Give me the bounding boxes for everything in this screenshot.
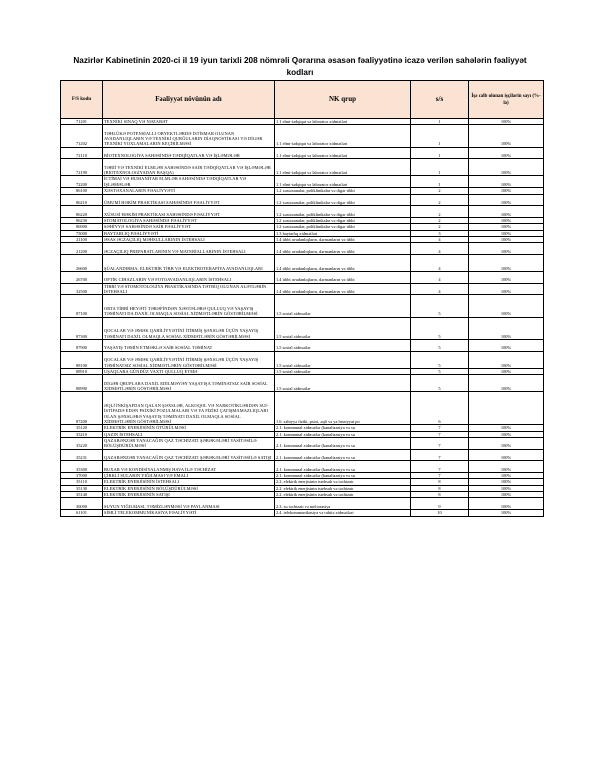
row-share: 100% <box>469 473 544 479</box>
row-nk-group: 1.4 tibbi avadanlıqların, dərmanların və tibbi <box>275 254 411 271</box>
table-row <box>61 125 544 147</box>
row-ss: 7 <box>411 431 469 437</box>
row-activity-name: TİBBİ VƏ STOMOTOLOGİYA PRAKTİKASINDA TƏTBİQ OLUNAN ALƏTLƏRİN İSTEHSALI <box>103 283 275 295</box>
row-share: 100% <box>469 224 544 230</box>
row-code: 87900 <box>61 340 103 352</box>
row-ss: 10 <box>411 510 469 516</box>
row-nk-group: 1.3 baytarlıq xidmətləri <box>275 230 411 236</box>
row-share: 100% <box>469 492 544 498</box>
row-activity-name: OPTİK CİHAZLARIN VƏ FOTOAVADANLIQLARIN İSTEHSALI <box>103 271 275 283</box>
row-ss: 3 <box>411 230 469 236</box>
row-ss: 4 <box>411 283 469 295</box>
row-nk-group: 2.1. kommunal xidmətlər (kanalizasiya və su <box>275 473 411 479</box>
table-row <box>61 176 544 188</box>
row-code: 86210 <box>61 194 103 206</box>
row-share: 100% <box>469 188 544 194</box>
row-code: 32500 <box>61 283 103 295</box>
table-row <box>61 243 544 255</box>
row-share: 100% <box>469 271 544 283</box>
row-nk-group: 1.2 xəstəxanalar, poliklinikalar və digər tibbi <box>275 217 411 223</box>
row-ss: 7 <box>411 425 469 431</box>
row-activity-name: QOCALAR VƏ ƏMƏK QABİLİYYƏTİNİ İTİRMİŞ ŞƏXSLƏR ÜÇÜN YAŞAYIŞ TƏMİNATSIZ SOSİAL XİDMƏTLƏRİN GÖSTƏRİLMƏSİ <box>103 351 275 368</box>
row-code: 36000 <box>61 498 103 510</box>
row-code: 88910 <box>61 368 103 374</box>
row-activity-name: SƏHİYYƏ SAHƏSİNDƏ SAİR FƏALİYYƏT <box>103 224 275 230</box>
row-nk-group: 1.2 xəstəxanalar, poliklinikalar və digər tibbi <box>275 188 411 194</box>
row-share: 100% <box>469 125 544 147</box>
row-share: 100% <box>469 254 544 271</box>
row-activity-name: QOCALAR VƏ ƏMƏK QABİLİYYƏTİNİ İTİRMİŞ ŞƏXSLƏR ÜÇÜN YAŞAYIŞ TƏMİNATI DAXİL OLMAQLA SOSİAL XİDMƏTLƏRİN GÖSTƏRİLMƏSİ <box>103 317 275 339</box>
row-nk-group: 2.2. elektrik enerjisinin istehsalı və təchizatı <box>275 492 411 498</box>
row-nk-group: 2.3. su təchizatı və meliorasiya <box>275 498 411 510</box>
row-ss: 9 <box>411 498 469 510</box>
row-ss: 8 <box>411 485 469 491</box>
row-share: 100% <box>469 159 544 176</box>
row-share: 100% <box>469 147 544 159</box>
table-row <box>61 340 544 352</box>
row-ss: 5 <box>411 317 469 339</box>
row-activity-name: İCTİMAİ VƏ HUMANİTAR ELMLƏR SAHƏSİNDƏ TƏDQİQATLAR VƏ İŞLƏMƏLƏR <box>103 176 275 188</box>
row-share: 100% <box>469 479 544 485</box>
row-share: 100% <box>469 498 544 510</box>
row-ss: 5 <box>411 375 469 392</box>
row-share: 100% <box>469 295 544 317</box>
row-activity-name: XƏSTƏXANALARIN FƏALİYYƏTİ <box>103 188 275 194</box>
row-ss: 2 <box>411 224 469 230</box>
row-ss: 7 <box>411 461 469 473</box>
row-share: 100% <box>469 368 544 374</box>
row-nk-group: 1.4 tibbi avadanlıqların, dərmanların və tibbi <box>275 283 411 295</box>
row-share: 100% <box>469 206 544 218</box>
table-row <box>61 194 544 206</box>
row-share: 100% <box>469 485 544 491</box>
row-ss: 4 <box>411 271 469 283</box>
row-ss: 1 <box>411 176 469 188</box>
row-ss: 4 <box>411 236 469 242</box>
table-row <box>61 295 544 317</box>
row-nk-group: 2.1. kommunal xidmətlər (kanalizasiya və su <box>275 431 411 437</box>
row-activity-name: YAŞAYIŞ TƏMİN ETMƏKLƏ SAİR SOSİAL TƏMİNAT <box>103 340 275 352</box>
row-nk-group: 1.2 xəstəxanalar, poliklinikalar və digər tibbi <box>275 224 411 230</box>
row-code: 35140 <box>61 492 103 498</box>
row-nk-group: 1.4 tibbi avadanlıqların, dərmanların və tibbi <box>275 243 411 255</box>
row-activity-name: BİOTEXNOLOGİYA SAHƏSİNDƏ TƏDQİQATLAR VƏ İŞLƏMƏLƏR <box>103 147 275 159</box>
header-code: F/S kodu <box>61 81 103 119</box>
row-code: 87300 <box>61 317 103 339</box>
document-title: Nazirlər Kabinetinin 2020-ci il 19 iyun tarixli 208 nömrəli Qərarına əsasən fəaliyyətinə icazə verilən sahələrin fəaliyyət kodları <box>73 56 527 77</box>
row-code: 37000 <box>61 473 103 479</box>
row-share: 100% <box>469 217 544 223</box>
row-activity-name: QAZIN İSTEHSALI <box>103 431 275 437</box>
row-ss: 6 <box>411 392 469 425</box>
row-ss: 1 <box>411 147 469 159</box>
row-ss: 2 <box>411 217 469 223</box>
row-ss: 5 <box>411 340 469 352</box>
row-share: 100% <box>469 461 544 473</box>
row-activity-name: ƏQLİ İNKİŞAFDAN QALAN ŞƏXSLƏR, ALKOQOL VƏ NARKOTİKLƏRDƏN SUİ-İSTİFADƏ EDƏN PSİXİKİ POZULMALARI VƏ YA FİZİKİ ÇATIŞMAMAZLIQLARI OLAN ŞƏXSLƏRƏ YAŞAYIŞ TƏMİNATI DAXİL OLMAQLA SOSİAL XİDMƏTLƏRİN GÖSTƏRİLMƏSİ <box>103 392 275 425</box>
row-ss: 2 <box>411 206 469 218</box>
row-nk-group: 2.1. kommunal xidmətlər (kanalizasiya və su <box>275 449 411 461</box>
row-nk-group: 2.2. elektrik enerjisinin istehsalı və təchizatı <box>275 485 411 491</box>
row-nk-group: 1.1 elmi-tədqiqat və laborator xidmətləri <box>275 176 411 188</box>
row-code: 86230 <box>61 217 103 223</box>
row-ss: 2 <box>411 188 469 194</box>
row-activity-name: STOMATOLOGİYA SAHƏSİNDƏ FƏALİYYƏT <box>103 217 275 223</box>
row-ss: 5 <box>411 368 469 374</box>
row-activity-name: ŞÜALANDIRMA, ELEKTRİK TİBB VƏ ELEKTROTERAPİYA AVADANLIQLARI <box>103 254 275 271</box>
row-activity-name: ORTA TİBBİ HEYƏTİ TƏRƏFİNDƏN XƏSTƏLƏRƏ QULLUQ VƏ YAŞAYIŞ TƏMİNATI DA DAXİL OLMAQLA SOSİAL XİDMƏTLƏRİN GÖSTƏRİLMƏSİ <box>103 295 275 317</box>
header-activity: Fəaliyyət növünün adı <box>103 81 275 119</box>
row-ss: 4 <box>411 254 469 271</box>
row-nk-group: 1.2 xəstəxanalar, poliklinikalar və digər tibbi <box>275 206 411 218</box>
row-ss: 8 <box>411 492 469 498</box>
row-nk-group: 1.5 sosial xidmətlər <box>275 351 411 368</box>
row-ss: 8 <box>411 479 469 485</box>
table-header-row <box>61 81 544 119</box>
row-activity-name: ELEKTRİK ENERJİSİNİN İSTEHSALI <box>103 479 275 485</box>
header-nk-group: NK qrup <box>275 81 411 119</box>
row-ss: 1 <box>411 119 469 125</box>
row-activity-name: XÜSUSİ HƏKİM PRAKTİKASI SAHƏSİNDƏ FƏALİYYƏT <box>103 206 275 218</box>
row-activity-name: SİMLİ TELEKOMMUNİKASİYA FƏALİYYƏTİ <box>103 510 275 516</box>
row-nk-group: 1.1 elmi-tədqiqat və laborator xidmətləri <box>275 147 411 159</box>
row-share: 100% <box>469 425 544 431</box>
row-ss: 7 <box>411 449 469 461</box>
row-nk-group: 1.5 sosial xidmətlər <box>275 368 411 374</box>
row-code: 86100 <box>61 188 103 194</box>
table-row <box>61 510 544 516</box>
row-activity-name: BAYTARLIQ FƏALİYYƏTİ <box>103 230 275 236</box>
row-ss: 5 <box>411 295 469 317</box>
row-code: 35210 <box>61 431 103 437</box>
row-code: 87100 <box>61 295 103 317</box>
row-code: 72200 <box>61 176 103 188</box>
row-activity-name: TEXNİKİ SINAQ VƏ NƏZARƏT <box>103 119 275 125</box>
row-code: 88100 <box>61 351 103 368</box>
row-activity-name: ELEKTRİK ENERJİSİNİN ÖTÜRÜLMƏSİ <box>103 425 275 431</box>
row-activity-name: TƏBİİ VƏ TEXNİKİ ELMLƏR SAHƏSİNDƏ SAİR TƏDQİQATLAR VƏ İŞLƏMƏLƏR (BİOTEXNOLOGİYADAN BAŞQA) <box>103 159 275 176</box>
row-activity-name: TƏHLÜKƏ POTENSİALLI OBYEKTLƏRDƏ İSTİSMAR OLUNAN AVADANLIQLARIN VƏ TEXNİKİ QURĞULARIN DİAQNOSTİKASI VƏ DİGƏR TEXNİKİ YOXLAMALARIN KEÇİRİLMƏSİ <box>103 125 275 147</box>
row-share: 100% <box>469 317 544 339</box>
row-nk-group: 1.4 tibbi avadanlıqların, dərmanların və tibbi <box>275 271 411 283</box>
row-nk-group: 2.1. kommunal xidmətlər (kanalizasiya və su <box>275 425 411 431</box>
row-share: 100% <box>469 176 544 188</box>
row-share: 100% <box>469 431 544 437</box>
row-share: 100% <box>469 283 544 295</box>
row-ss: 5 <box>411 351 469 368</box>
row-code: 35300 <box>61 461 103 473</box>
row-nk-group: 1.5 sosial xidmətlər <box>275 295 411 317</box>
table-row <box>61 351 544 368</box>
table-row <box>61 159 544 176</box>
row-share: 100% <box>469 510 544 516</box>
row-code: 21200 <box>61 243 103 255</box>
row-share: 100% <box>469 438 544 450</box>
row-nk-group: 1.2 xəstəxanalar, poliklinikalar və digər tibbi <box>275 194 411 206</box>
row-nk-group: 1.4 tibbi avadanlıqların, dərmanların və tibbi <box>275 236 411 242</box>
row-code: 71202 <box>61 125 103 147</box>
row-share: 100% <box>469 375 544 392</box>
row-nk-group: 1.1 elmi-tədqiqat və laborator xidmətləri <box>275 125 411 147</box>
row-code: 86900 <box>61 224 103 230</box>
row-nk-group: 2.1. kommunal xidmətlər (kanalizasiya və su <box>275 438 411 450</box>
row-share: 100% <box>469 236 544 242</box>
header-share: İşə cəlb olunan işçilərin sayı (%-lə) <box>469 81 544 119</box>
row-activity-name: ƏCZAÇILIQ PREPARATLARININ VƏ MATERİALLARININ İSTEHSALI <box>103 243 275 255</box>
table-row <box>61 206 544 218</box>
table-row <box>61 283 544 295</box>
row-activity-name: BUXAR VƏ KONDİSİYALANMIŞ HAVA İLƏ TƏCHİZAT <box>103 461 275 473</box>
table-row <box>61 449 544 461</box>
row-ss: 7 <box>411 438 469 450</box>
row-nk-group: 2.2. elektrik enerjisinin istehsalı və təchizatı <box>275 479 411 485</box>
table-row <box>61 392 544 425</box>
row-activity-name: DİGƏR QRUPLARA DAXİL EDİLMƏYƏN YAŞAYIŞA TƏMİNATSIZ SAİR SOSİAL XİDMƏTLƏRİN GÖSTƏRİLMƏSİ <box>103 375 275 392</box>
row-activity-name: SUYUN YIĞILMASI, TƏMİZLƏNMƏSİ VƏ PAYLANMASI <box>103 498 275 510</box>
row-ss: 1 <box>411 125 469 147</box>
row-code: 35110 <box>61 479 103 485</box>
row-nk-group: 1.5 sosial xidmətlər <box>275 375 411 392</box>
row-activity-name: QAZABƏNZƏR YANACAĞIN QAZ TƏCHİZATI ŞƏBƏKƏLƏRİ VASİTƏSİLƏ SATIŞI <box>103 449 275 461</box>
row-share: 100% <box>469 449 544 461</box>
row-code: 26700 <box>61 271 103 283</box>
row-code: 35220 <box>61 438 103 450</box>
row-code: 35231 <box>61 449 103 461</box>
row-activity-name: ELEKTRİK ENERJİSİNİN BÖLÜŞDÜRÜLMƏSİ <box>103 485 275 491</box>
row-activity-name: ÜMUMİ HƏKİM PRAKTİKASI SAHƏSİNDƏ FƏALİYYƏT <box>103 194 275 206</box>
table-row <box>61 438 544 450</box>
activity-codes-table <box>60 80 544 517</box>
row-code: 35120 <box>61 425 103 431</box>
row-code: 75000 <box>61 230 103 236</box>
row-share <box>469 392 544 425</box>
row-code: 88990 <box>61 375 103 392</box>
row-nk-group: 1.5 sosial xidmətlər <box>275 317 411 339</box>
header-ss: s/s <box>411 81 469 119</box>
row-activity-name: ELEKTRİK ENERJİSİNİN SATIŞI <box>103 492 275 498</box>
row-activity-name: UŞAQLARA GÜNDÜZ VAXTI QULLUQ ETMƏ <box>103 368 275 374</box>
row-code: 61101 <box>61 510 103 516</box>
row-code: 87200 <box>61 392 103 425</box>
row-code: 21100 <box>61 236 103 242</box>
row-nk-group: 1.1 elmi-tədqiqat və laborator xidmətləri <box>275 159 411 176</box>
table-row <box>61 498 544 510</box>
row-ss: 1 <box>411 159 469 176</box>
table-row <box>61 147 544 159</box>
table-row <box>61 317 544 339</box>
row-code: 72110 <box>61 147 103 159</box>
row-share: 100% <box>469 119 544 125</box>
row-share: 100% <box>469 351 544 368</box>
row-code: 26600 <box>61 254 103 271</box>
row-activity-name: QAZABƏNZƏR YANACAĞIN QAZ TƏCHİZATI ŞƏBƏKƏLƏRİ VASİTƏSİLƏ BÖLÜŞDÜRÜLMƏSİ <box>103 438 275 450</box>
table-row <box>61 375 544 392</box>
row-ss: 4 <box>411 243 469 255</box>
row-share: 100% <box>469 340 544 352</box>
row-share: 100% <box>469 230 544 236</box>
row-code: 86220 <box>61 206 103 218</box>
row-nk-group: 1.6. səhiyyə fiziki, psixi, əqli və ya hissiyyat po <box>275 392 411 425</box>
row-nk-group: 1.1 elmi-tədqiqat və laborator xidmətləri <box>275 119 411 125</box>
row-code: 35130 <box>61 485 103 491</box>
row-activity-name: ÇİRKLİ SULARIN YIĞILMASI VƏ EMALI <box>103 473 275 479</box>
row-activity-name: ƏSAS ƏCZAÇILIQ MƏHSULLARININ İSTEHSALI <box>103 236 275 242</box>
row-ss: 7 <box>411 473 469 479</box>
table-row <box>61 254 544 271</box>
row-nk-group: 2.4. telekommunikasiya və rabitə xidmətləri <box>275 510 411 516</box>
table-row <box>61 461 544 473</box>
table-row <box>61 271 544 283</box>
row-code: 72190 <box>61 159 103 176</box>
row-share: 100% <box>469 194 544 206</box>
row-ss: 2 <box>411 194 469 206</box>
row-code: 71201 <box>61 119 103 125</box>
row-nk-group: 2.1. kommunal xidmətlər (kanalizasiya və su <box>275 461 411 473</box>
row-share: 100% <box>469 243 544 255</box>
row-nk-group: 1.5 sosial xidmətlər <box>275 340 411 352</box>
